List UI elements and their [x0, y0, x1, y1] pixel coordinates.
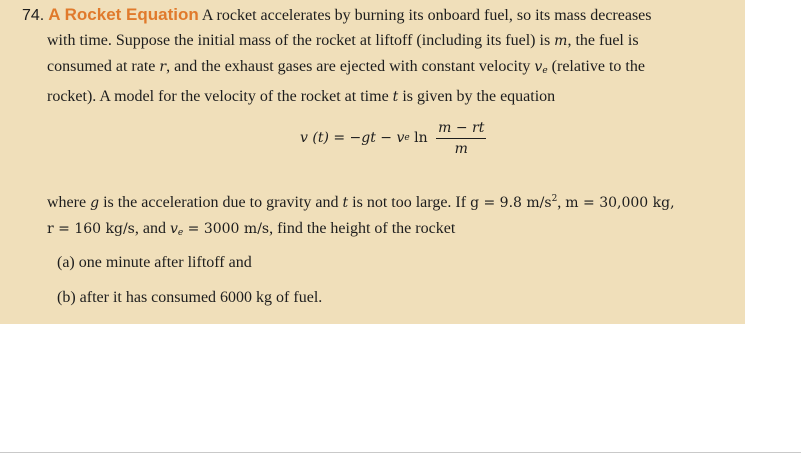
problem-first-line	[22, 2, 737, 29]
given-line-1: where g is the acceleration due to gravity and t is not too large. If g = 9.8 $m/s^2$, m = 30,000 kg,	[47, 194, 675, 211]
intro-line-4: rocket). A model for the velocity of the rocket at time t is given by the equation	[47, 88, 556, 105]
equation-denominator: m	[454, 140, 468, 157]
equation-lhs-subscript: e	[404, 133, 410, 143]
intro-paragraph	[47, 28, 737, 110]
intro-line-2: with time. Suppose the initial mass of the rocket at liftoff (including its fuel) is m, the fuel is	[47, 32, 639, 49]
equation-lhs: v (t) = −gt − v	[300, 130, 405, 146]
given-line-2: r = 160 kg/s, and $v_e = 3000$ m/s, find the height of the rocket	[47, 220, 456, 238]
equation-fraction	[436, 120, 486, 157]
bottom-divider	[0, 452, 801, 453]
equation-ln: ln	[409, 130, 433, 146]
intro-line-1: A rocket accelerates by burning its onboard fuel, so its mass decreases	[201, 7, 652, 24]
given-paragraph	[47, 186, 737, 246]
part-a: (a) one minute after liftoff and	[57, 254, 252, 271]
velocity-equation	[300, 118, 486, 158]
problem-title: A Rocket Equation	[48, 5, 199, 24]
intro-line-3: consumed at rate r, and the exhaust gases are ejected with constant velocity $v_e$ (relative to the	[47, 58, 645, 76]
part-b: (b) after it has consumed 6000 kg of fuel.	[57, 289, 323, 306]
problem-number: 74.	[22, 7, 45, 24]
equation-numerator: m − rt	[436, 120, 486, 139]
